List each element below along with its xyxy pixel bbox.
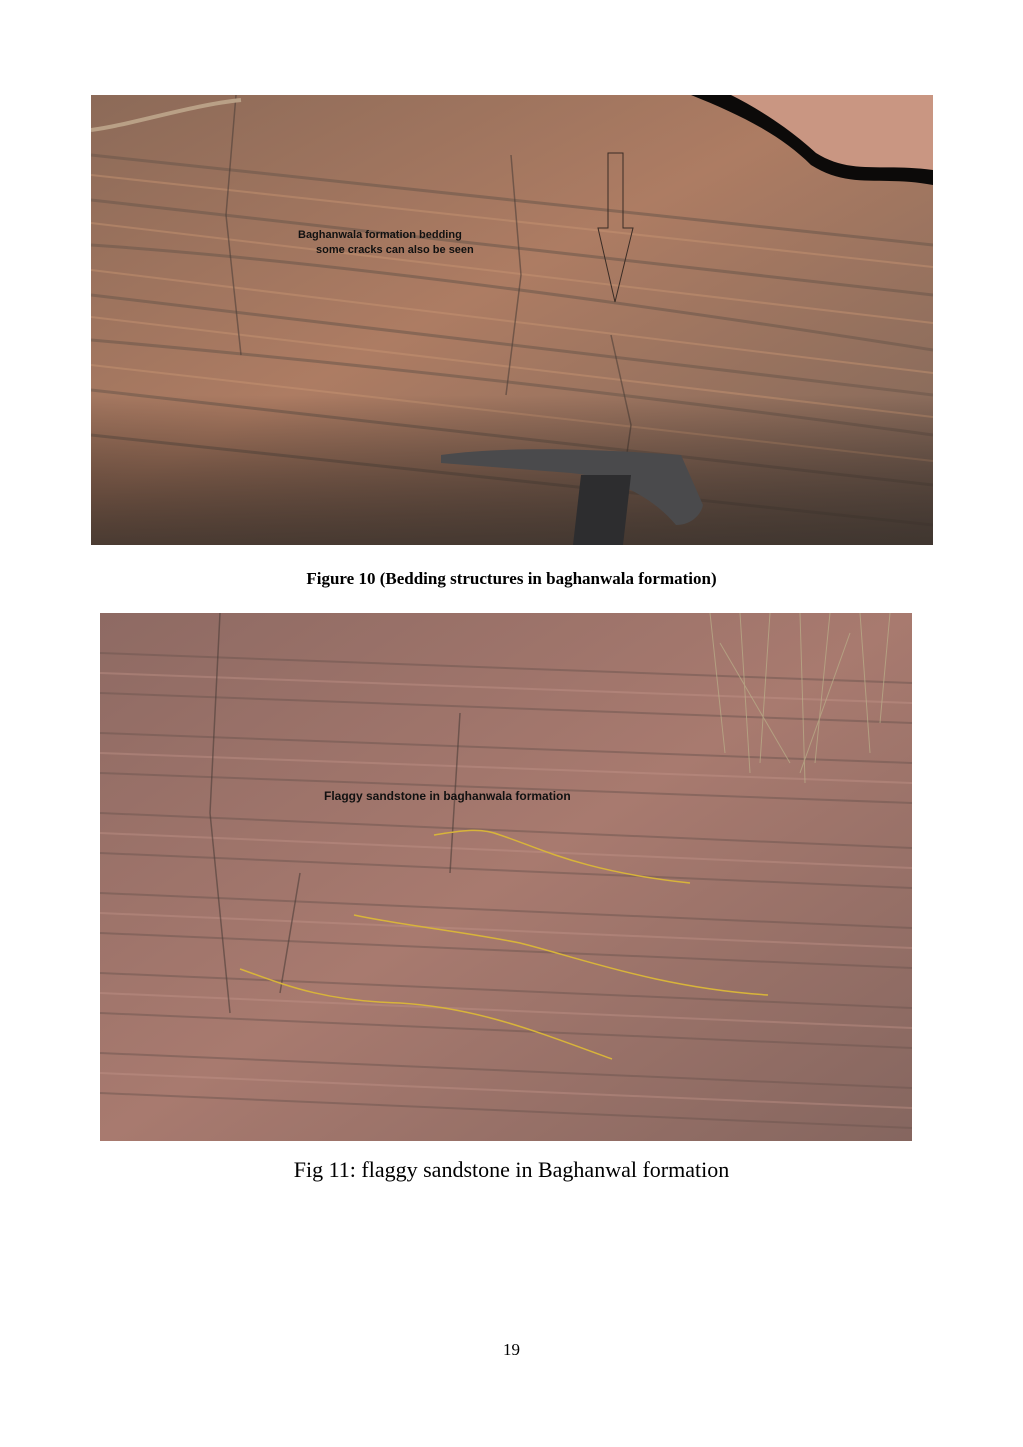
sandstone-photo (100, 613, 912, 1141)
annotation-line-2: some cracks can also be seen (316, 244, 474, 256)
page-number: 19 (503, 1340, 520, 1359)
annotation-line-1: Baghanwala formation bedding (298, 229, 462, 241)
bedding-photo (91, 95, 933, 545)
figure-10-annotation (298, 228, 474, 258)
figure-10-photo (91, 95, 933, 545)
figure-10-caption: Figure 10 (Bedding structures in baghanwala formation) (306, 569, 717, 588)
figure-11-photo (100, 613, 912, 1141)
figure-11-caption: Fig 11: flaggy sandstone in Baghanwal formation (293, 1157, 730, 1182)
figure-11-annotation: Flaggy sandstone in baghanwala formation (324, 789, 571, 803)
